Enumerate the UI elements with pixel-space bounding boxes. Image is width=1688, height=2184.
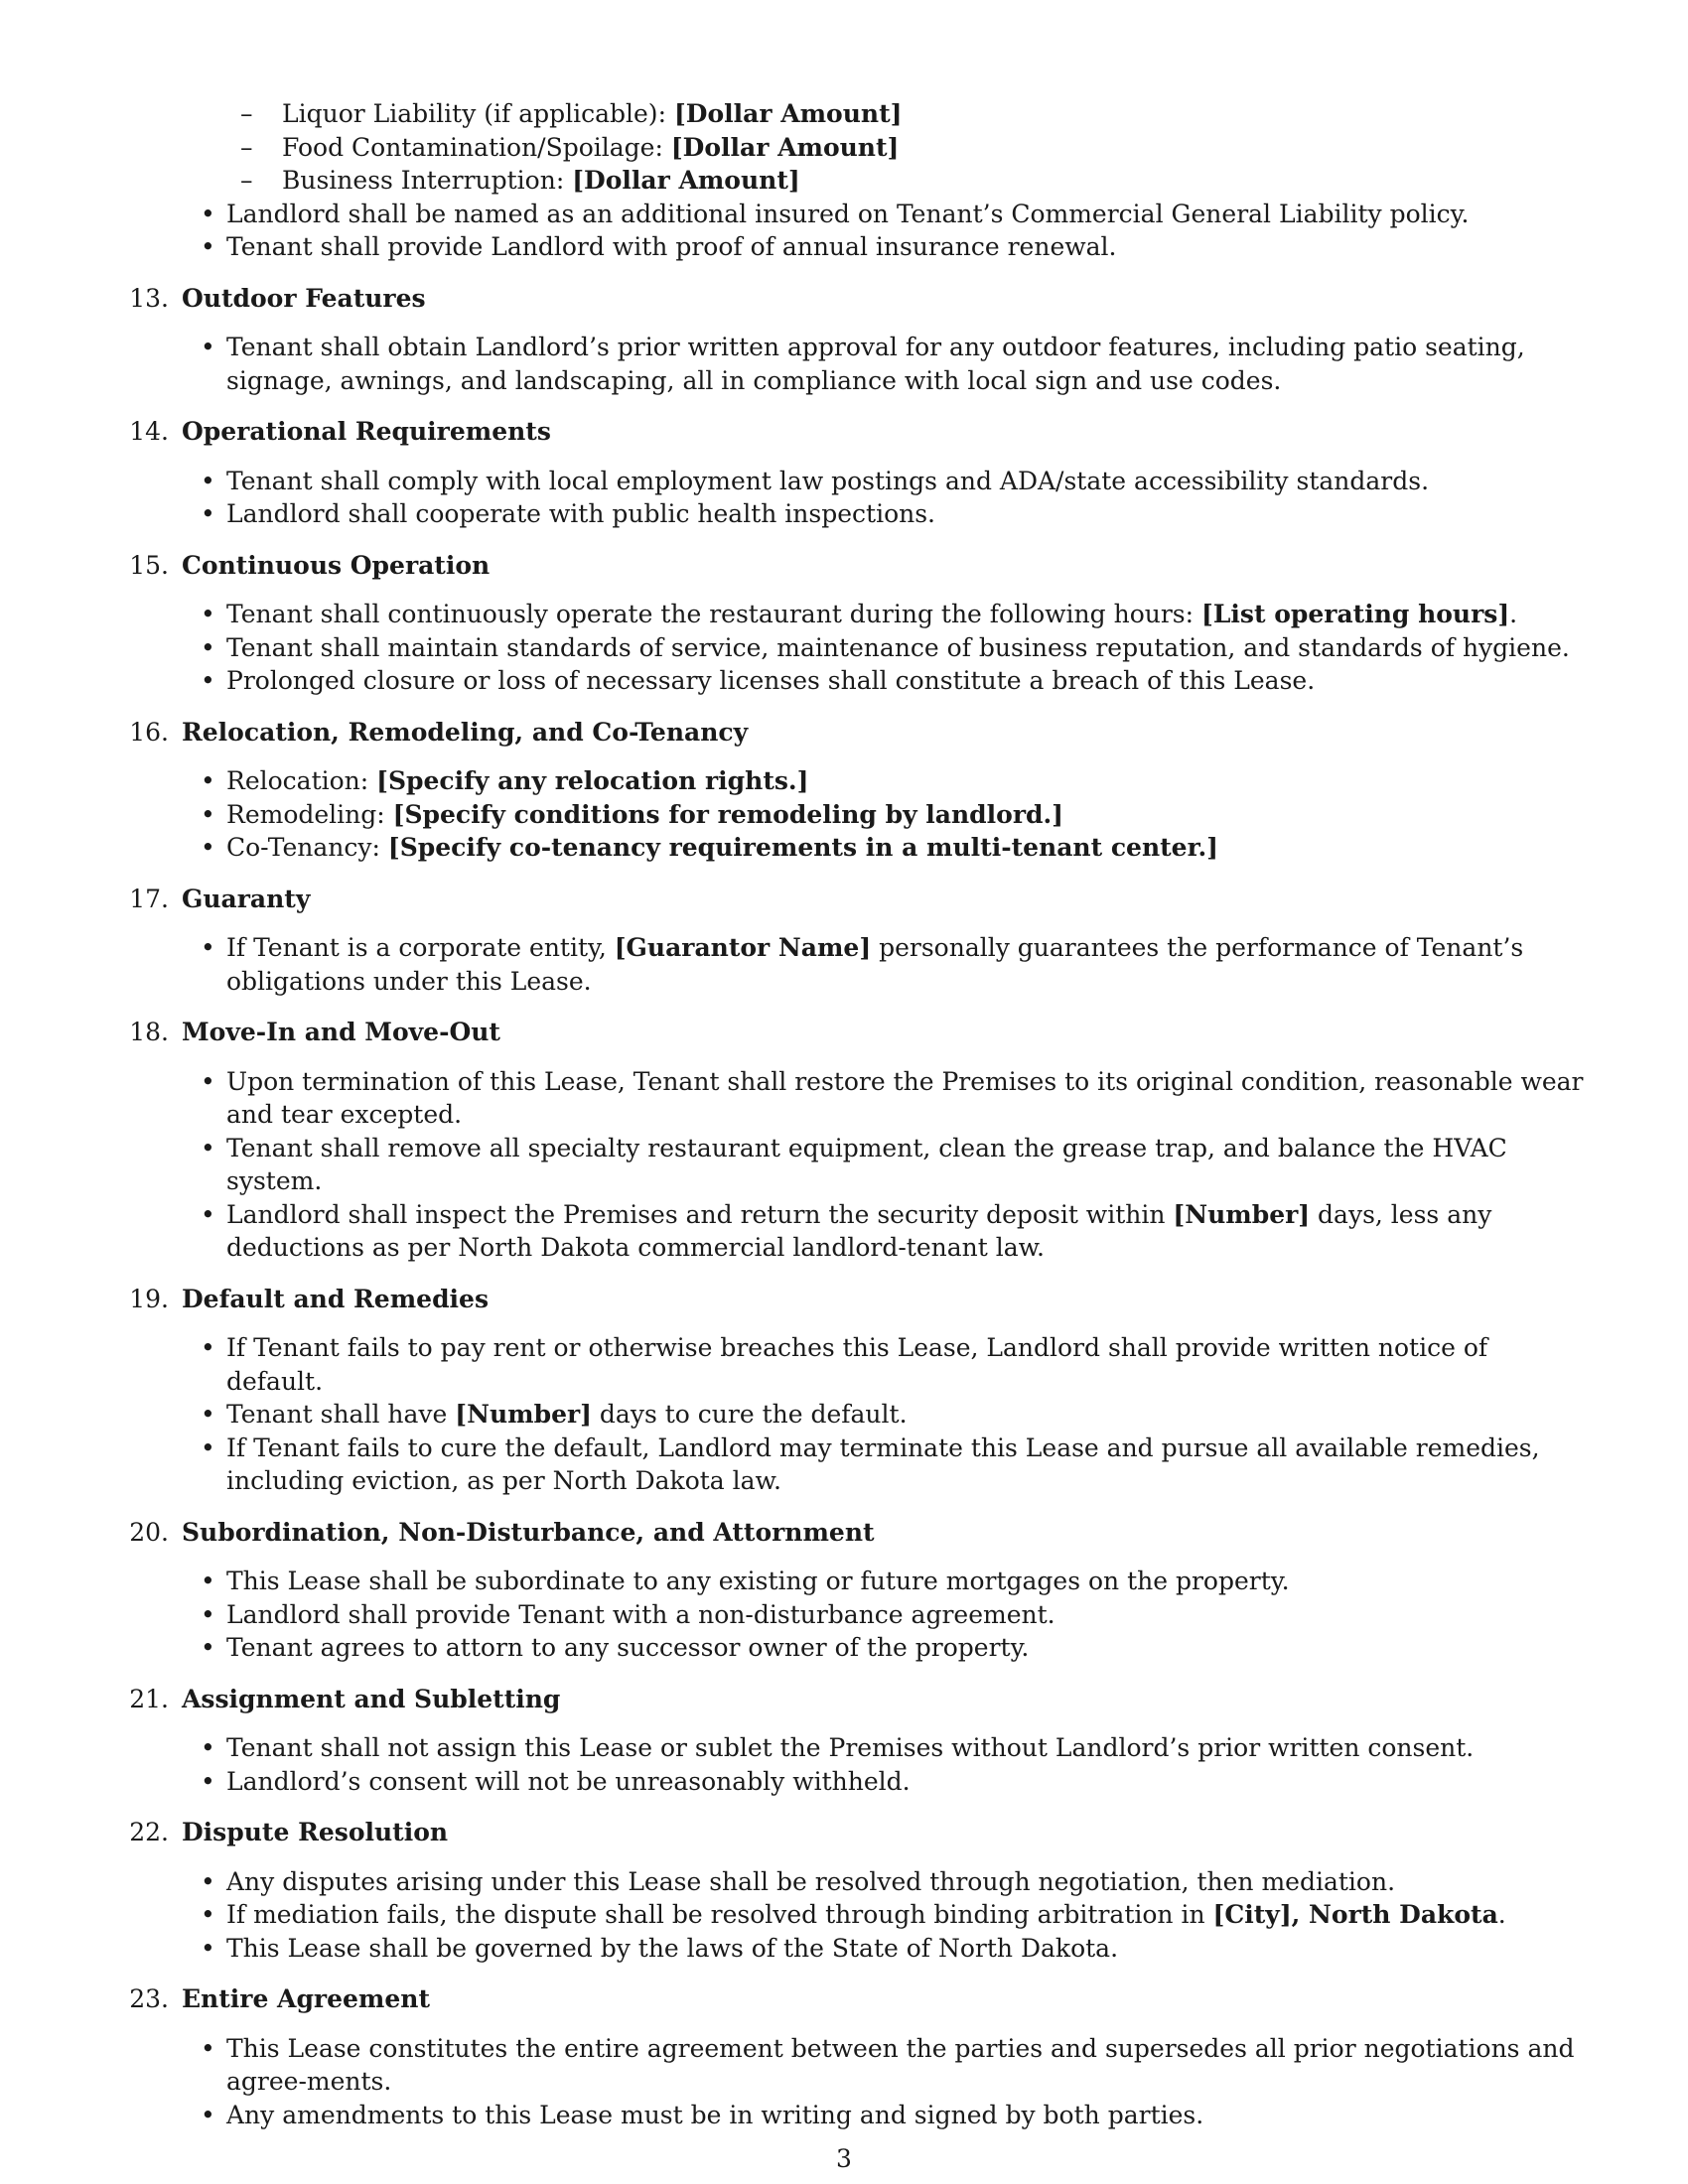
section-bullets (226, 2032, 1589, 2132)
list-item: • Landlord shall inspect the Premises and return the security deposit within [Number] days, less any deductions as per North Dakota commercial landlord-tenant law. (226, 1198, 1589, 1265)
section-heading (117, 1016, 1589, 1049)
section-bullets (226, 764, 1589, 865)
list-item: • If Tenant is a corporate entity, [Guarantor Name] personally guarantees the performance of Tenant’s obligations under this Lease. (226, 931, 1589, 998)
list-item: • Co-Tenancy: [Specify co-tenancy requirements in a multi-tenant center.] (226, 831, 1589, 865)
section-number: 23 . (117, 1982, 169, 2016)
section-number: 14 . (117, 415, 169, 449)
section-title: Relocation, Remodeling, and Co-Tenancy (182, 717, 749, 747)
section-bullets (226, 598, 1589, 698)
section-title: Subordination, Non-Disturbance, and Attornment (182, 1517, 875, 1547)
section-title: Default and Remedies (182, 1284, 490, 1313)
list-item: • Any disputes arising under this Lease shall be resolved through negotiation, then mediation. (226, 1865, 1589, 1899)
section-title: Move-In and Move-Out (182, 1018, 500, 1046)
document-body (117, 97, 1589, 2131)
section-title: Assignment and Subletting (182, 1684, 561, 1713)
list-item: • Tenant shall comply with local employment law postings and ADA/state accessibility standards. (226, 465, 1589, 498)
sections-container (117, 282, 1589, 2132)
list-item: – Business Interruption: [Dollar Amount] (240, 164, 1589, 198)
list-item: • If Tenant fails to pay rent or otherwise breaches this Lease, Landlord shall provide written notice of default. (226, 1331, 1589, 1398)
section-heading (117, 716, 1589, 750)
section-heading (117, 282, 1589, 316)
list-item: • Tenant agrees to attorn to any successor owner of the property. (226, 1631, 1589, 1665)
page-number: 3 (836, 2144, 852, 2173)
section-number: 18 . (117, 1016, 169, 1049)
section-heading (117, 1683, 1589, 1716)
section-16 (117, 716, 1589, 865)
list-item: • Any amendments to this Lease must be in writing and signed by both parties. (226, 2099, 1589, 2132)
list-item: • Tenant shall not assign this Lease or sublet the Premises without Landlord’s prior written consent. (226, 1731, 1589, 1765)
section-title: Operational Requirements (182, 417, 551, 446)
section-title: Outdoor Features (182, 283, 426, 313)
list-item: • This Lease shall be subordinate to any existing or future mortgages on the property. (226, 1565, 1589, 1598)
list-item: • Prolonged closure or loss of necessary licenses shall constitute a breach of this Lease. (226, 664, 1589, 698)
section-bullets (226, 1065, 1589, 1265)
list-item: • Tenant shall continuously operate the restaurant during the following hours: [List operating hours]. (226, 598, 1589, 631)
list-item: • Upon termination of this Lease, Tenant shall restore the Premises to its original condition, reasonable wear and tear excepted. (226, 1065, 1589, 1132)
section-bullets (226, 331, 1589, 397)
section-19 (117, 1283, 1589, 1498)
list-item: • This Lease constitutes the entire agreement between the parties and supersedes all prior negotiations and agree-ments. (226, 2032, 1589, 2099)
section-bullets (226, 1331, 1589, 1498)
list-item: • If Tenant fails to cure the default, Landlord may terminate this Lease and pursue all available remedies, including eviction, as per North Dakota law. (226, 1432, 1589, 1498)
list-item: • If mediation fails, the dispute shall be resolved through binding arbitration in [City], North Dakota. (226, 1898, 1589, 1932)
section-17 (117, 883, 1589, 999)
section-23 (117, 1982, 1589, 2131)
section-number: 17 . (117, 883, 169, 916)
section-bullets (226, 1565, 1589, 1665)
list-item: • Landlord shall cooperate with public health inspections. (226, 497, 1589, 531)
section-title: Dispute Resolution (182, 1818, 449, 1846)
list-item: • This Lease shall be governed by the laws of the State of North Dakota. (226, 1932, 1589, 1966)
list-item: • Landlord’s consent will not be unreasonably withheld. (226, 1765, 1589, 1799)
list-item: • Remodeling: [Specify conditions for remodeling by landlord.] (226, 798, 1589, 832)
list-item: • Tenant shall maintain standards of service, maintenance of business reputation, and standards of hygiene. (226, 631, 1589, 665)
section-number: 20 . (117, 1516, 169, 1550)
section-14 (117, 415, 1589, 531)
section-bullets (226, 465, 1589, 531)
section-heading (117, 1516, 1589, 1550)
list-item: • Tenant shall have [Number] days to cure the default. (226, 1398, 1589, 1432)
list-item: – Food Contamination/Spoilage: [Dollar Amount] (240, 131, 1589, 165)
insurance-bullets (226, 198, 1589, 264)
section-title: Continuous Operation (182, 550, 491, 580)
list-item: • Tenant shall remove all specialty restaurant equipment, clean the grease trap, and balance the HVAC system. (226, 1132, 1589, 1198)
list-item: • Landlord shall be named as an additional insured on Tenant’s Commercial General Liability policy. (226, 198, 1589, 231)
list-item: • Relocation: [Specify any relocation rights.] (226, 764, 1589, 798)
section-22 (117, 1816, 1589, 1965)
list-item: – Liquor Liability (if applicable): [Dollar Amount] (240, 97, 1589, 131)
section-number: 19 . (117, 1283, 169, 1316)
section-number: 15 . (117, 549, 169, 583)
section-heading (117, 549, 1589, 583)
section-number: 22 . (117, 1816, 169, 1849)
section-heading (117, 1982, 1589, 2016)
section-number: 21 . (117, 1683, 169, 1716)
section-heading (117, 883, 1589, 916)
section-heading (117, 1283, 1589, 1316)
section-15 (117, 549, 1589, 698)
insurance-sublist (240, 97, 1589, 198)
section-bullets (226, 1731, 1589, 1798)
section-title: Entire Agreement (182, 1984, 430, 2013)
list-item: • Landlord shall provide Tenant with a non-disturbance agreement. (226, 1598, 1589, 1632)
section-20 (117, 1516, 1589, 1665)
section-13 (117, 282, 1589, 398)
section-title: Guaranty (182, 884, 311, 913)
section-number: 16 . (117, 716, 169, 750)
section-bullets (226, 931, 1589, 998)
section-number: 13 . (117, 282, 169, 316)
section-bullets (226, 1865, 1589, 1966)
section-21 (117, 1683, 1589, 1799)
list-item: • Tenant shall obtain Landlord’s prior written approval for any outdoor features, including patio seating, signage, awnings, and landscaping, all in compliance with local sign and use codes. (226, 331, 1589, 397)
list-item: • Tenant shall provide Landlord with proof of annual insurance renewal. (226, 230, 1589, 264)
section-18 (117, 1016, 1589, 1265)
section-heading (117, 1816, 1589, 1849)
section-heading (117, 415, 1589, 449)
